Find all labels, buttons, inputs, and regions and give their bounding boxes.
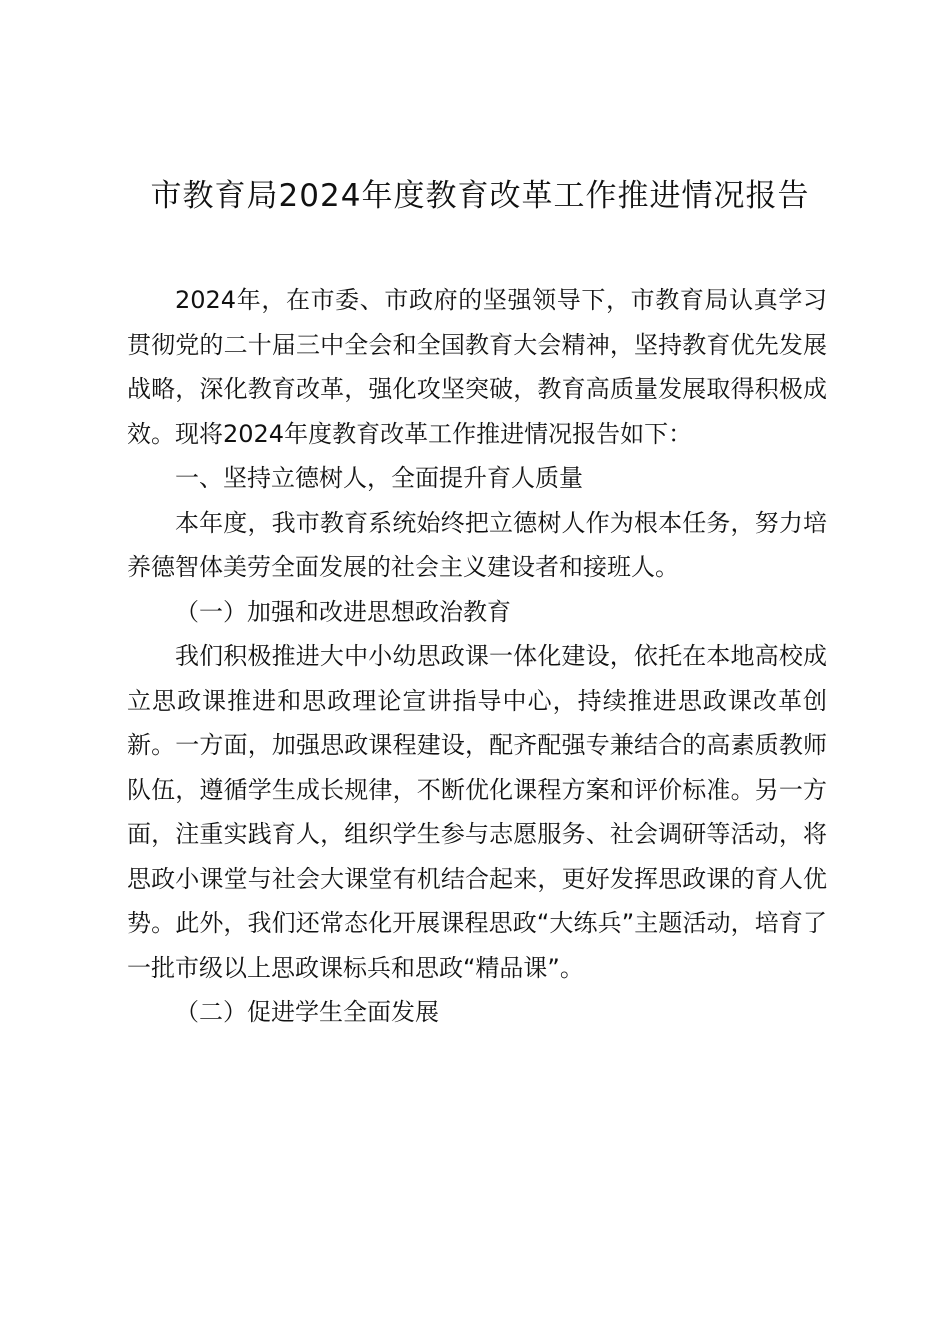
- document-body: [127, 278, 827, 1035]
- intro-paragraph: 2024年，在市委、市政府的坚强领导下，市教育局认真学习贯彻党的二十届三中全会和全国教育大会精神，坚持教育优先发展战略，深化教育改革，强化攻坚突破，教育高质量发展取得积极成效。现将2024年度教育改革工作推进情况报告如下：: [127, 286, 827, 448]
- subsection-heading-1: （一）加强和改进思想政治教育: [175, 597, 511, 626]
- subsection-heading-2: （二）促进学生全面发展: [175, 998, 439, 1026]
- section-1-paragraph: 本年度，我市教育系统始终把立德树人作为根本任务，努力培养德智体美劳全面发展的社会主义建设者和接班人。: [127, 508, 827, 581]
- document-title: 市教育局2024年度教育改革工作推进情况报告: [150, 178, 810, 214]
- subsection-1-paragraph: 我们积极推进大中小幼思政课一体化建设，依托在本地高校成立思政课推进和思政理论宣讲指导中心，持续推进思政课改革创新。一方面，加强思政课程建设，配齐配强专兼结合的高素质教师队伍，遵循学生成长规律，不断优化课程方案和评价标准。另一方面，注重实践育人，组织学生参与志愿服务、社会调研等活动，将思政小课堂与社会大课堂有机结合起来，更好发挥思政课的育人优势。此外，我们还常态化开展课程思政“大练兵”主题活动，培育了一批市级以上思政课标兵和思政“精品课”。: [127, 642, 827, 982]
- section-heading-1: 一、坚持立德树人，全面提升育人质量: [175, 464, 583, 492]
